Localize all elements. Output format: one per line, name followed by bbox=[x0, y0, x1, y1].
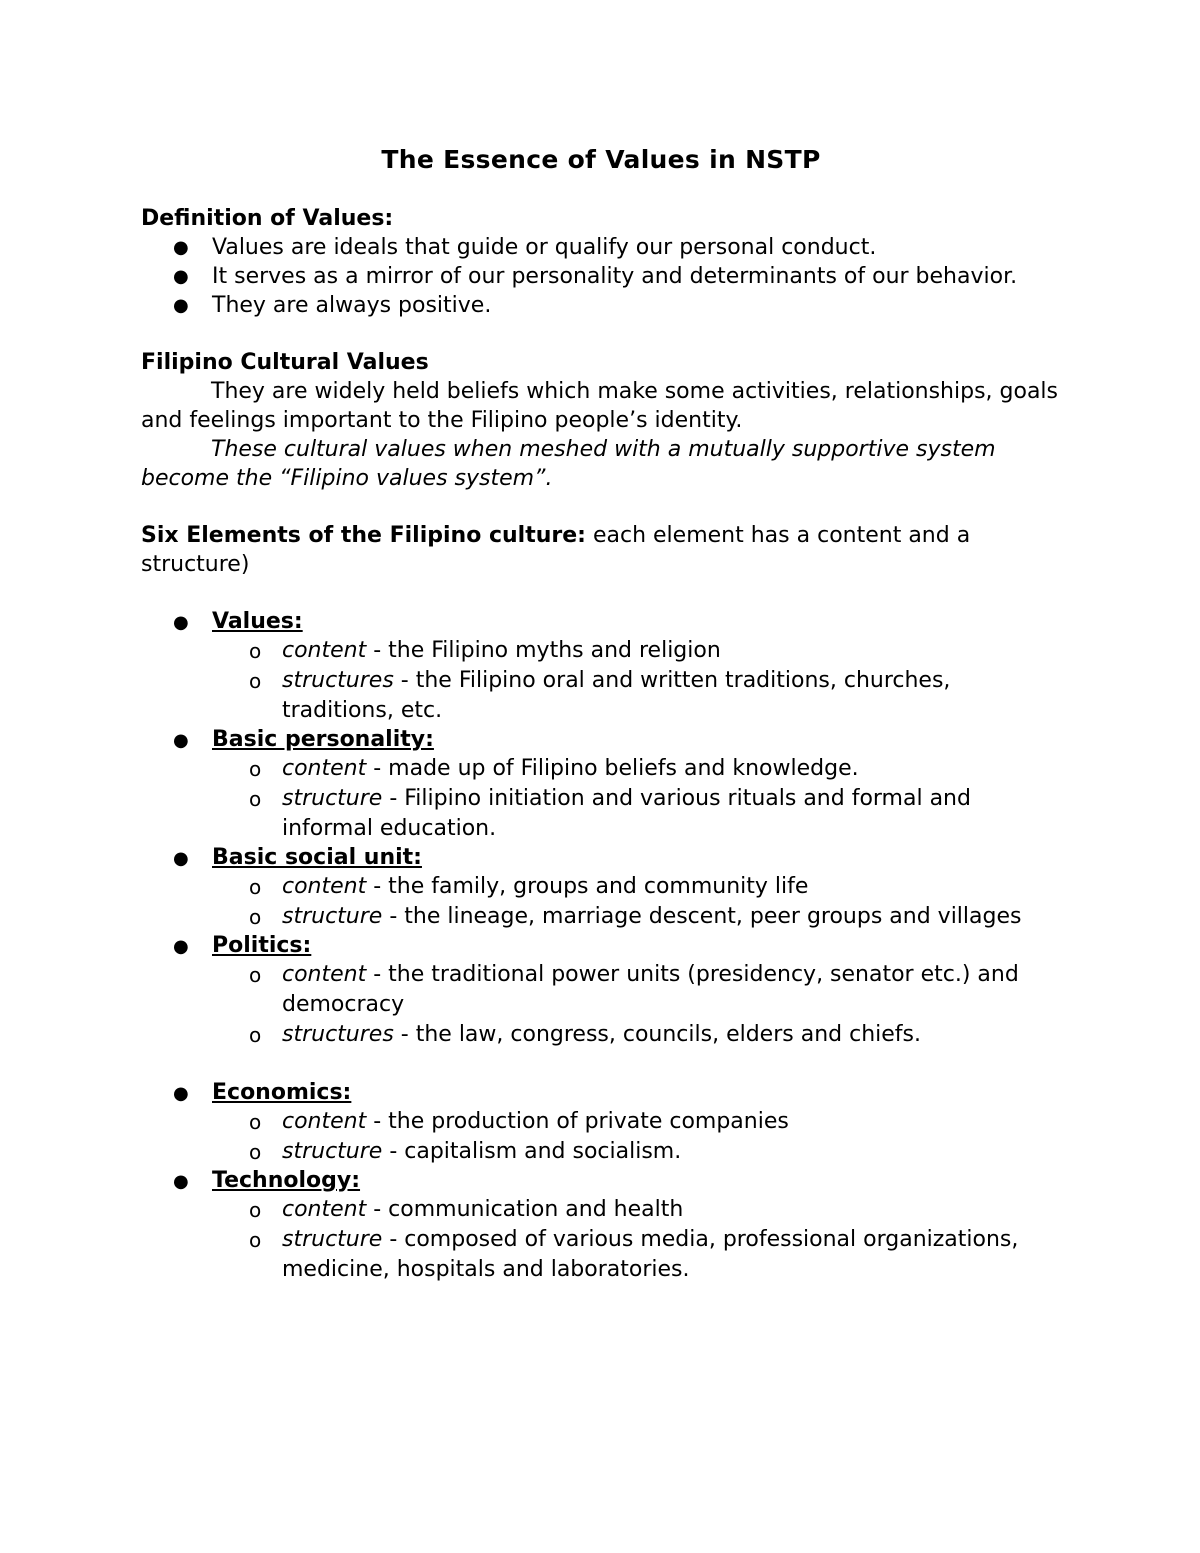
sub-list bbox=[212, 636, 1061, 726]
list-item bbox=[141, 262, 1061, 291]
sub-item bbox=[142, 1137, 1061, 1167]
bullet-icon: ● bbox=[173, 1171, 189, 1192]
sub-item-key: structure bbox=[282, 1227, 383, 1252]
sub-item-key: structure bbox=[282, 1139, 383, 1164]
sub-item bbox=[142, 666, 1061, 726]
sub-item-text: - Filipino initiation and various rituals and formal and informal education. bbox=[282, 786, 971, 841]
list-item bbox=[141, 291, 1061, 320]
circle-bullet-icon: o bbox=[249, 1110, 262, 1134]
sub-item-text: - the traditional power units (presidency, senator etc.) and democracy bbox=[282, 962, 1019, 1017]
bullet-icon: ● bbox=[173, 1083, 189, 1104]
bullet-icon: ● bbox=[173, 237, 189, 258]
element-title: Basic social unit: bbox=[212, 845, 422, 870]
sub-item-key: structure bbox=[282, 786, 383, 811]
sub-item bbox=[142, 784, 1061, 844]
sub-item-key: content bbox=[282, 1109, 367, 1134]
cultural-values-paragraph: They are widely held beliefs which make some activities, relationships, goals and feelings important to the Filipino people’s identity. bbox=[141, 379, 1059, 433]
sub-item bbox=[142, 1020, 1061, 1050]
definition-heading: Definition of Values: bbox=[141, 206, 394, 231]
sub-item-text: - the law, congress, councils, elders and chiefs. bbox=[393, 1022, 921, 1047]
circle-bullet-icon: o bbox=[249, 669, 262, 693]
circle-bullet-icon: o bbox=[249, 905, 262, 929]
sub-item-text: - capitalism and socialism. bbox=[382, 1139, 682, 1164]
circle-bullet-icon: o bbox=[249, 1023, 262, 1047]
sub-list bbox=[212, 1107, 1061, 1167]
list-item-text: Values are ideals that guide or qualify our personal conduct. bbox=[212, 235, 877, 260]
sub-item bbox=[142, 1225, 1061, 1285]
element-item-technology bbox=[141, 1167, 1061, 1285]
sub-item bbox=[142, 636, 1061, 666]
sub-item-text: - the Filipino oral and written traditions, churches, traditions, etc. bbox=[282, 668, 951, 723]
sub-item-text: - made up of Filipino beliefs and knowledge. bbox=[366, 756, 859, 781]
sub-item-key: content bbox=[282, 756, 367, 781]
sub-item bbox=[142, 754, 1061, 784]
sub-item-key: content bbox=[282, 962, 367, 987]
circle-bullet-icon: o bbox=[249, 875, 262, 899]
spacer bbox=[141, 579, 1061, 608]
list-item-text: They are always positive. bbox=[212, 293, 492, 318]
sub-item bbox=[142, 1107, 1061, 1137]
element-item-basic-social-unit bbox=[141, 844, 1061, 932]
bullet-icon: ● bbox=[173, 730, 189, 751]
element-title: Technology: bbox=[212, 1168, 361, 1193]
elements-list-continued bbox=[141, 1079, 1061, 1285]
bullet-icon: ● bbox=[173, 612, 189, 633]
sub-item-text: - communication and health bbox=[366, 1197, 684, 1222]
sub-list bbox=[212, 960, 1061, 1050]
element-title: Basic personality: bbox=[212, 727, 434, 752]
element-item-values bbox=[141, 608, 1061, 726]
circle-bullet-icon: o bbox=[249, 1228, 262, 1252]
document-title: The Essence of Values in NSTP bbox=[381, 145, 821, 174]
bullet-icon: ● bbox=[173, 295, 189, 316]
sub-item-text: - the lineage, marriage descent, peer groups and villages bbox=[382, 904, 1022, 929]
elements-heading: Six Elements of the Filipino culture: bbox=[141, 523, 586, 548]
list-item-text: It serves as a mirror of our personality and determinants of our behavior. bbox=[212, 264, 1018, 289]
sub-item bbox=[142, 1195, 1061, 1225]
circle-bullet-icon: o bbox=[249, 963, 262, 987]
sub-list bbox=[212, 872, 1061, 932]
sub-item-text: - the Filipino myths and religion bbox=[366, 638, 721, 663]
element-title: Economics: bbox=[212, 1080, 352, 1105]
circle-bullet-icon: o bbox=[249, 1140, 262, 1164]
spacer bbox=[141, 493, 1061, 521]
circle-bullet-icon: o bbox=[249, 1198, 262, 1222]
sub-item-text: - composed of various media, professional organizations, medicine, hospitals and laboratories. bbox=[282, 1227, 1019, 1282]
values-system-paragraph: These cultural values when meshed with a mutually supportive system become the “Filipino values system”. bbox=[141, 437, 996, 491]
sub-item bbox=[142, 902, 1061, 932]
elements-intro bbox=[141, 521, 1061, 579]
circle-bullet-icon: o bbox=[249, 757, 262, 781]
sub-item-text: - the production of private companies bbox=[366, 1109, 789, 1134]
bullet-icon: ● bbox=[173, 266, 189, 287]
sub-item-text: - the family, groups and community life bbox=[366, 874, 809, 899]
elements-list bbox=[141, 608, 1061, 1050]
circle-bullet-icon: o bbox=[249, 787, 262, 811]
spacer bbox=[141, 320, 1061, 348]
element-item-politics bbox=[141, 932, 1061, 1050]
sub-list bbox=[212, 754, 1061, 844]
element-item-basic-personality bbox=[141, 726, 1061, 844]
elements-heading-rest: each element has a content and a structure) bbox=[141, 523, 971, 577]
bullet-icon: ● bbox=[173, 936, 189, 957]
spacer bbox=[141, 1050, 1061, 1079]
sub-item-key: structure bbox=[282, 904, 383, 929]
sub-item-key: structures bbox=[282, 668, 394, 693]
sub-item bbox=[142, 872, 1061, 902]
sub-item-key: content bbox=[282, 874, 367, 899]
sub-item-key: structures bbox=[282, 1022, 394, 1047]
element-item-economics bbox=[141, 1079, 1061, 1167]
cultural-values-heading: Filipino Cultural Values bbox=[141, 350, 429, 375]
element-title: Politics: bbox=[212, 933, 312, 958]
bullet-icon: ● bbox=[173, 848, 189, 869]
circle-bullet-icon: o bbox=[249, 639, 262, 663]
sub-item-key: content bbox=[282, 1197, 367, 1222]
document-page bbox=[141, 140, 1061, 1285]
definition-list bbox=[141, 233, 1061, 320]
sub-list bbox=[212, 1195, 1061, 1285]
sub-item bbox=[142, 960, 1061, 1020]
sub-item-key: content bbox=[282, 638, 367, 663]
list-item bbox=[141, 233, 1061, 262]
element-title: Values: bbox=[212, 609, 303, 634]
